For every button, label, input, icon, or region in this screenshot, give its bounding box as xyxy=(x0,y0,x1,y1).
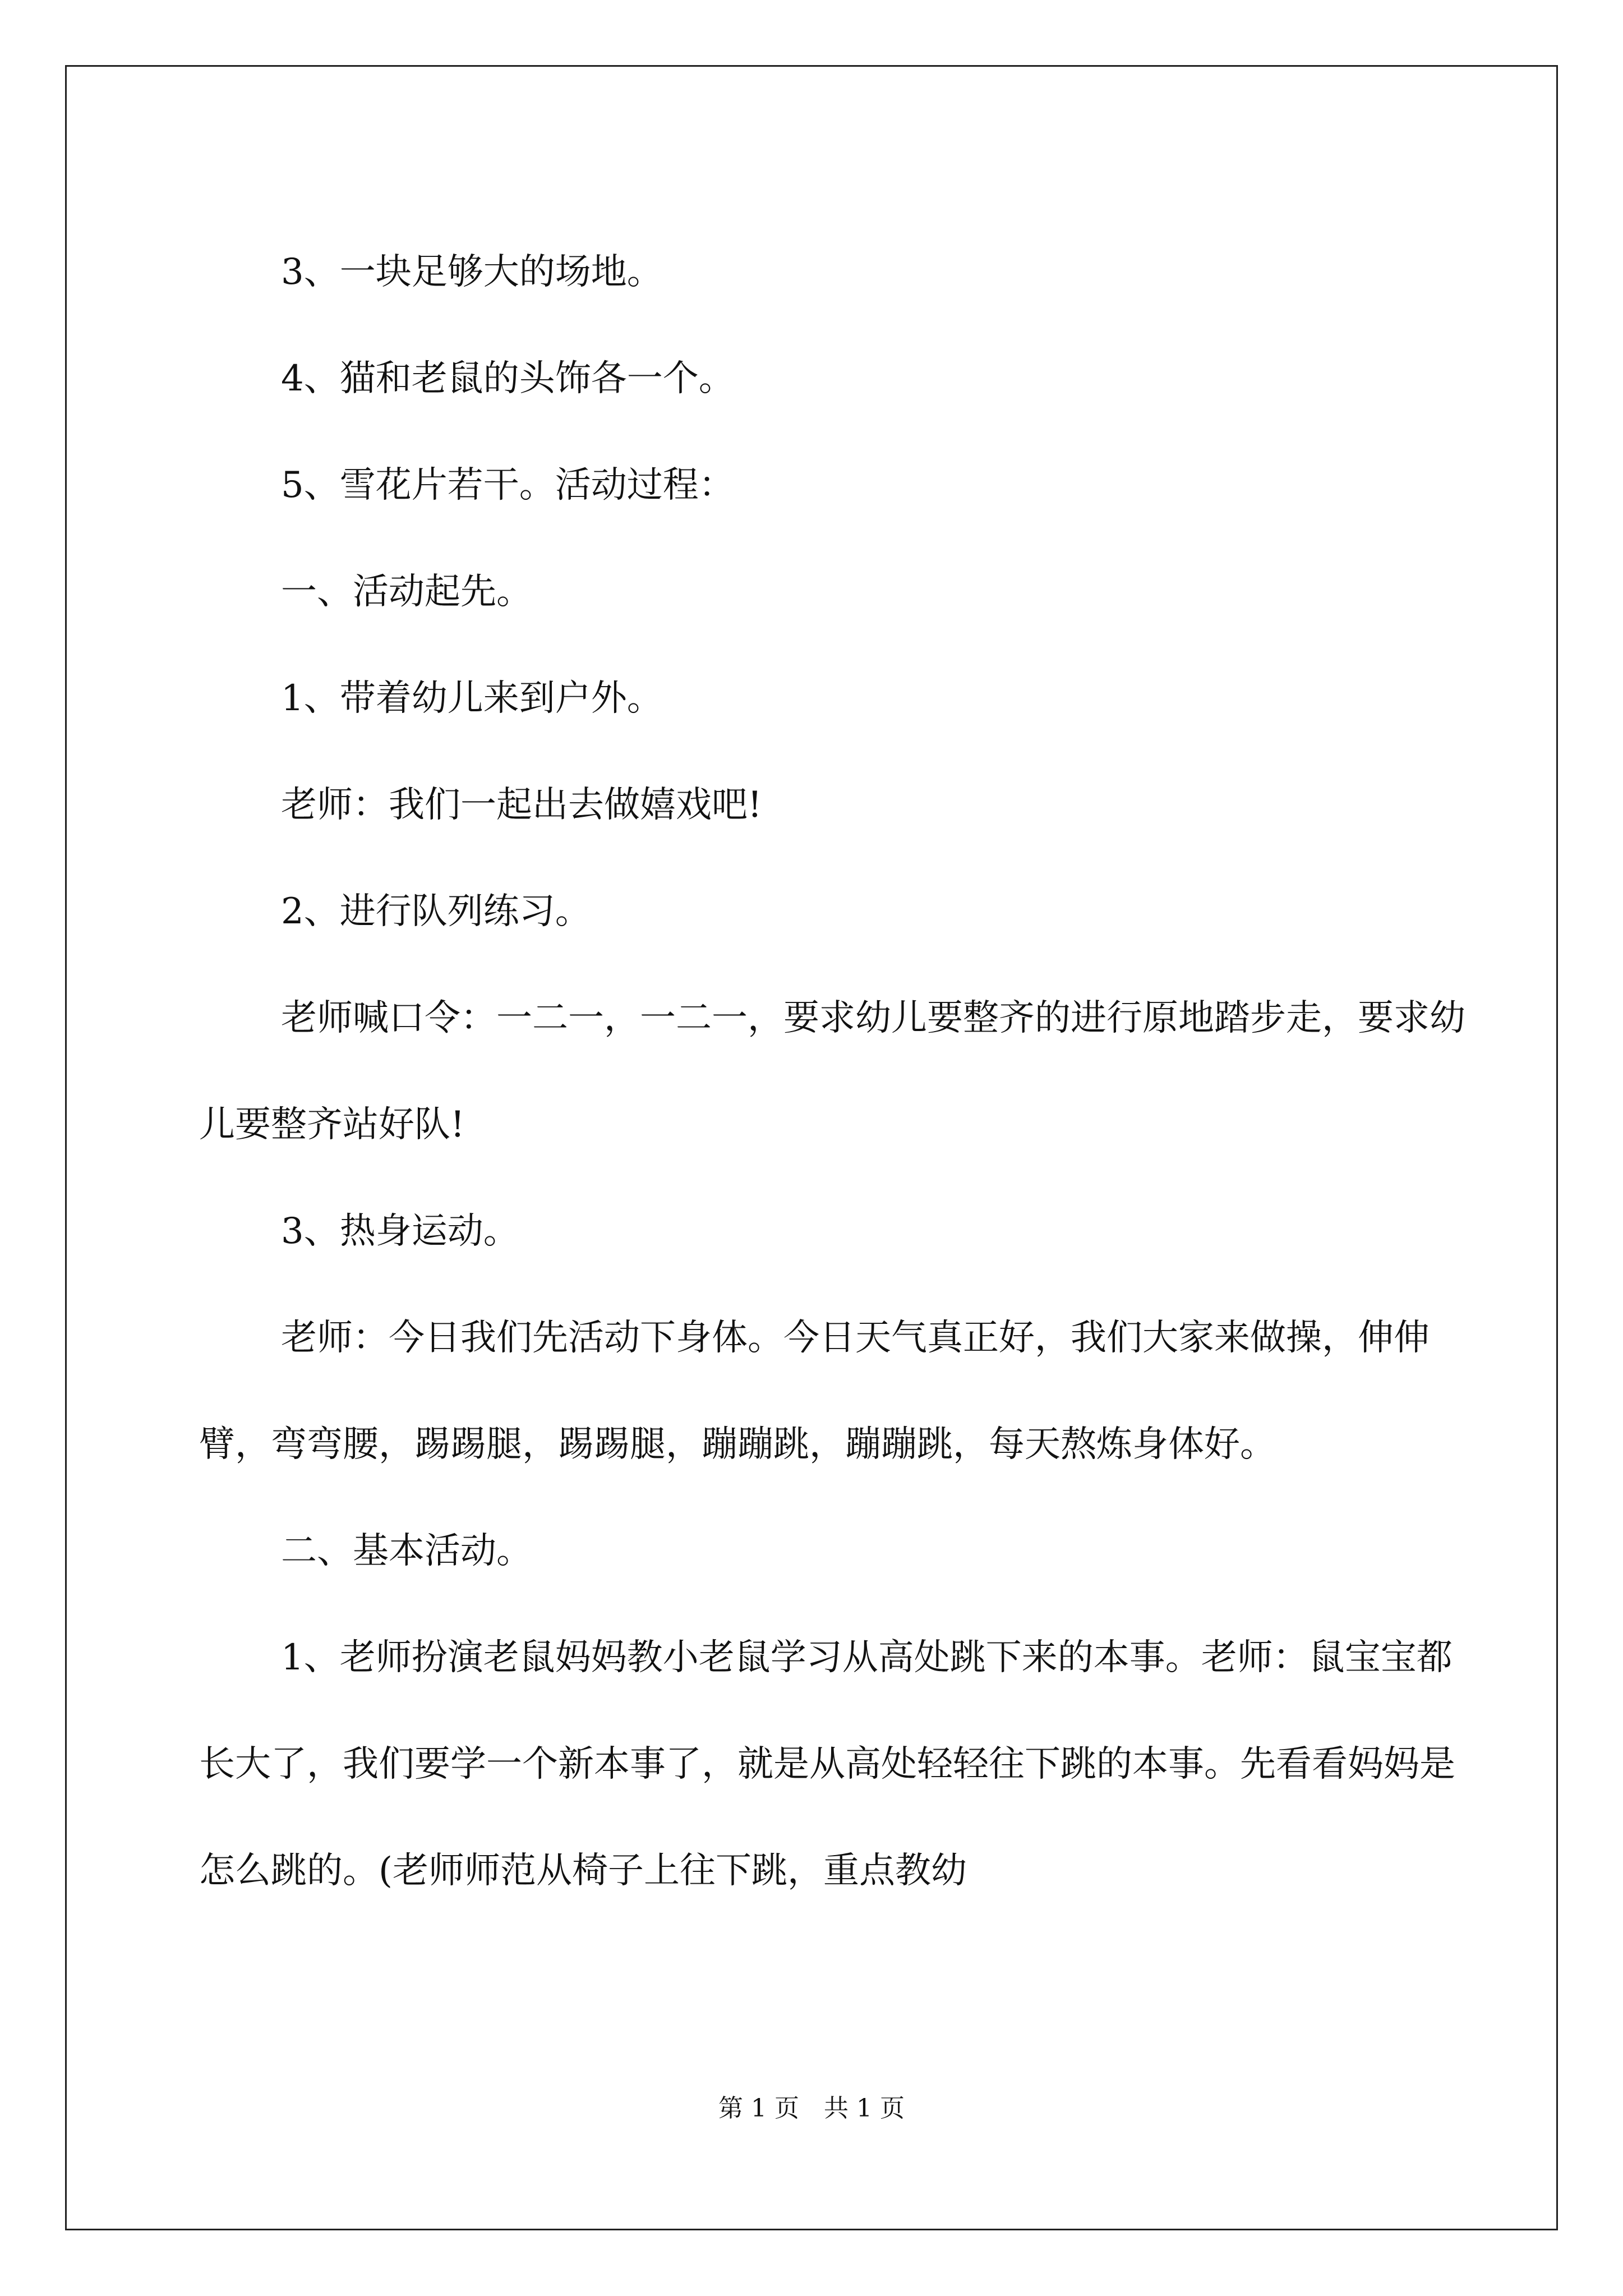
paragraph: 1、带着幼儿来到户外。 xyxy=(281,678,663,719)
paragraph: 一、活动起先。 xyxy=(281,571,532,613)
page-footer: 第 1 页 共 1 页 xyxy=(718,2094,905,2123)
paragraph: 老师喊口令：一二一，一二一，要求幼儿要整齐的进行原地踏步走，要求幼儿要整齐站好队! xyxy=(199,997,1465,1145)
document-body xyxy=(199,219,1478,1924)
paragraph: 老师：今日我们先活动下身体。今日天气真正好，我们大家来做操，伸伸臂，弯弯腰，踢踢腿，踢踢腿，蹦蹦跳，蹦蹦跳，每天熬炼身体好。 xyxy=(199,1317,1430,1465)
paragraph: 1、老师扮演老鼠妈妈教小老鼠学习从高处跳下来的本事。老师：鼠宝宝都长大了，我们要学一个新本事了，就是从高处轻轻往下跳的本事。先看看妈妈是怎么跳的。(老师师范从椅子上往下跳，重点教幼 xyxy=(199,1637,1455,1892)
paragraph: 2、进行队列练习。 xyxy=(281,891,591,932)
paragraph: 二、基本活动。 xyxy=(281,1530,532,1572)
paragraph: 5、雪花片若干。活动过程： xyxy=(281,464,735,506)
paragraph: 4、猫和老鼠的头饰各一个。 xyxy=(281,358,735,399)
paragraph: 3、一块足够大的场地。 xyxy=(281,251,663,293)
paragraph: 3、热身运动。 xyxy=(281,1211,519,1252)
paragraph: 老师：我们一起出去做嬉戏吧! xyxy=(281,784,762,826)
